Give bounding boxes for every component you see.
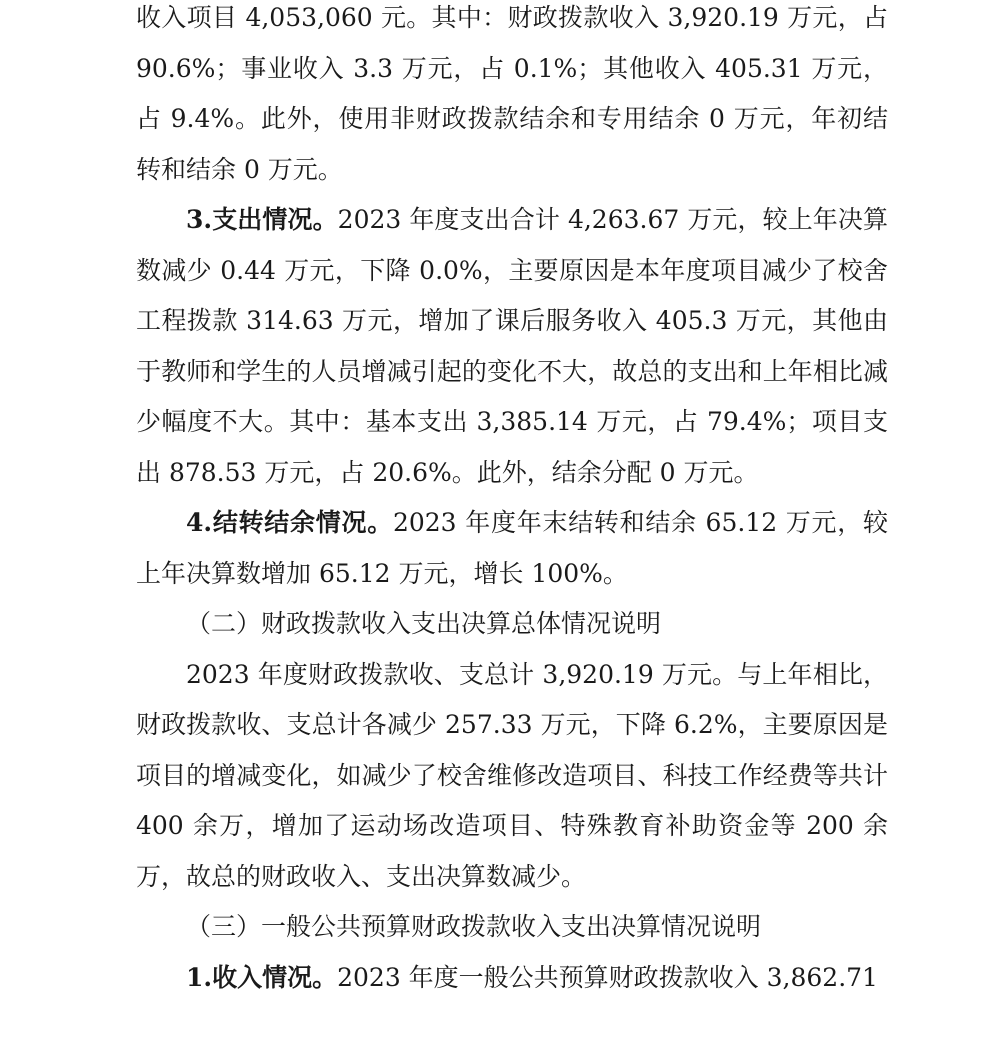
section-heading-text: （二）财政拨款收入支出决算总体情况说明 (186, 609, 662, 638)
paragraph-text: 2023 年度财政拨款收、支总计 3,920.19 万元。与上年相比，财政拨款收、支总计各减少 257.33 万元，下降 6.2%，主要原因是项目的增减变化，如减少了校舍维修改造项目、科技工作经费等共计 400 余万，增加了运动场改造项目、特殊教育补助资金等 200 余万，故总的财政收入、支出决算数减少。 (136, 659, 888, 891)
section-heading-2 (136, 599, 888, 650)
document-body (136, 0, 888, 1003)
section-heading-text: （三）一般公共预算财政拨款收入支出决算情况说明 (186, 912, 762, 941)
paragraph-carryover (136, 498, 888, 599)
paragraph-text: 收入项目 4,053,060 元。其中：财政拨款收入 3,920.19 万元，占 90.6%；事业收入 3.3 万元，占 0.1%；其他收入 405.31 万元，占 9.4%。此外，使用非财政拨款结余和专用结余 0 万元，年初结转和结余 0 万元。 (136, 3, 888, 184)
paragraph-section-3-income (136, 953, 888, 1004)
paragraph-lead: 4.结转结余情况。 (186, 508, 393, 537)
paragraph-lead: 1.收入情况。 (186, 962, 338, 992)
paragraph-income-continued (136, 0, 888, 195)
paragraph-text: 2023 年度支出合计 4,263.67 万元，较上年决算数减少 0.44 万元，下降 0.0%，主要原因是本年度项目减少了校舍工程拨款 314.63 万元，增加了课后服务收入 405.3 万元，其他由于教师和学生的人员增减引起的变化不大，故总的支出和上年相比减少幅度不大。其中：基本支出 3,385.14 万元，占 79.4%；项目支出 878.53 万元，占 20.6%。此外，结余分配 0 万元。 (136, 205, 888, 487)
paragraph-lead: 3.支出情况。 (186, 205, 338, 234)
paragraph-text: 2023 年度年末结转和结余 65.12 万元，较上年决算数增加 65.12 万元，增长 100%。 (136, 508, 888, 588)
paragraph-expenditure (136, 195, 888, 498)
section-heading-3 (136, 902, 888, 953)
paragraph-text: 2023 年度一般公共预算财政拨款收入 3,862.71 (337, 962, 878, 992)
paragraph-section-2-body (136, 650, 888, 903)
